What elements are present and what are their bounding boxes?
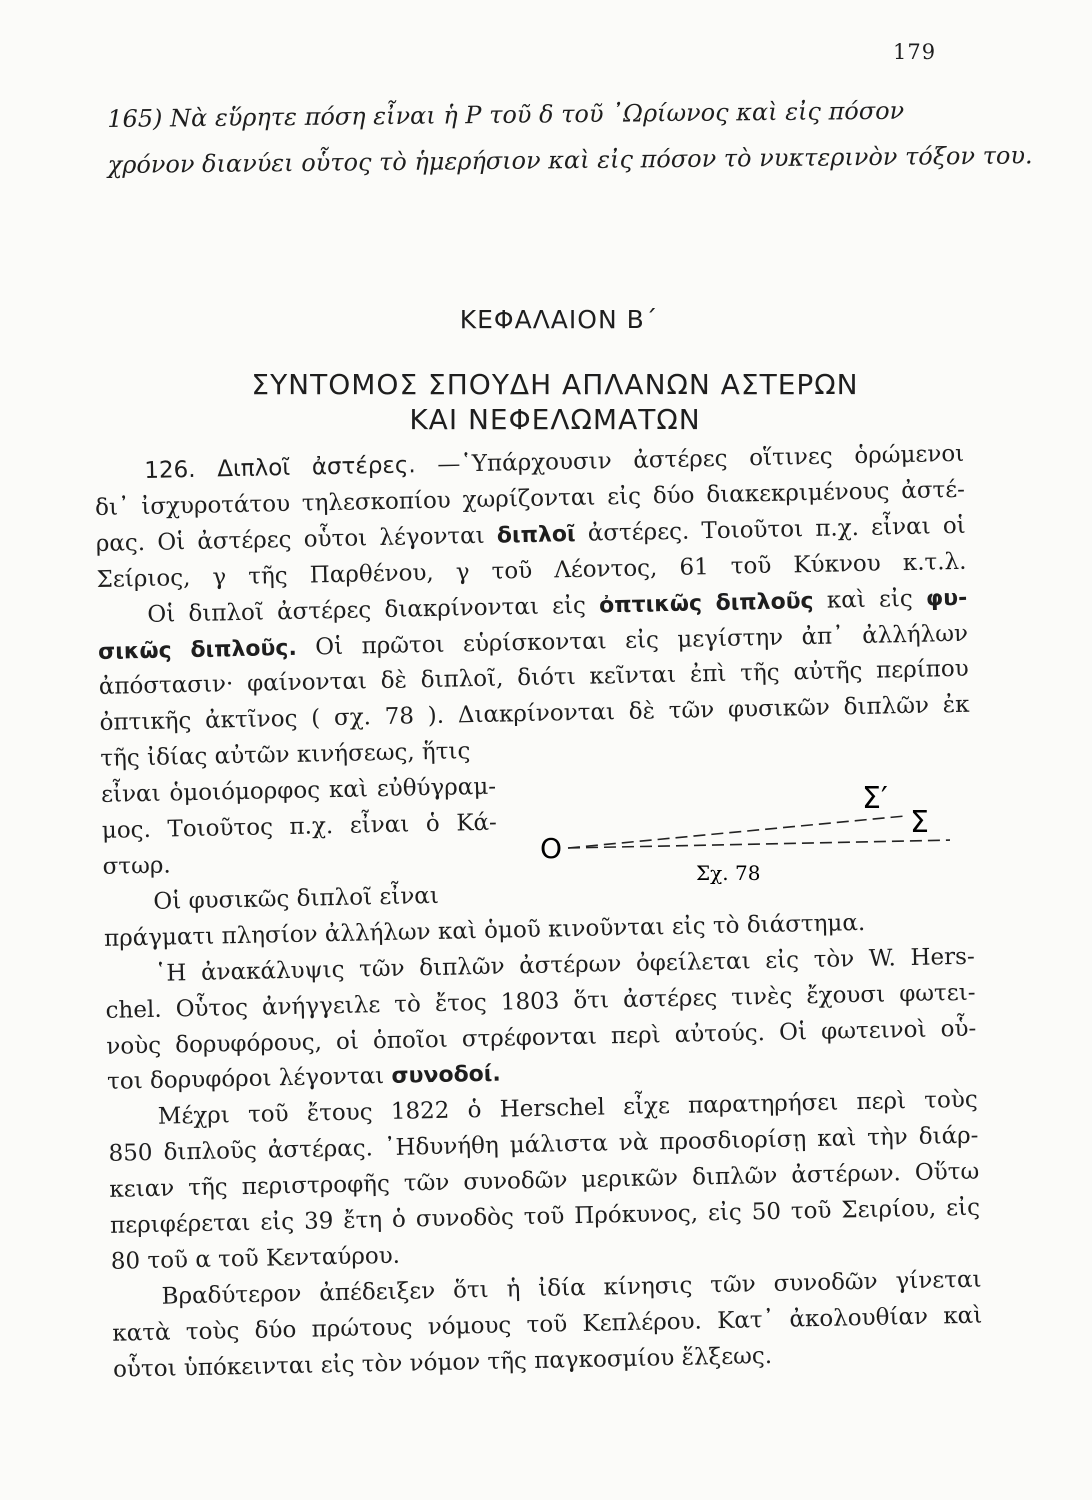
paragraph-line: ἀπόστασιν· φαίνονται δὲ διπλοῖ, διότι κεῖνται ἐπὶ τῆς αὐτῆς περίπου <box>98 656 969 701</box>
paragraph-line: οὗτοι ὑπόκεινται εἰς τὸν νόμον τῆς παγκοσμίου ἕλξεως. <box>112 1342 773 1383</box>
chapter-subtitle: ΚΑΙ ΝΕΦΕΛΩΜΑΤΩΝ <box>409 403 701 436</box>
paragraph-line: μος. Τοιοῦτος π.χ. εἶναι ὁ Κά- <box>101 809 498 844</box>
paragraph-line: ῾Η ἀνακάλυψις τῶν διπλῶν ἀστέρων ὀφείλεται εἰς τὸν W. Hers- <box>154 943 975 987</box>
bold-term: ὀπτικῶς διπλοῦς <box>598 588 814 619</box>
paragraph-line: εἶναι ὁμοιόμορφος καὶ εὐθύγραμ- <box>100 773 497 809</box>
paragraph-line: κειαν τῆς περιστροφῆς τῶν συνοδῶν μερικῶν διπλῶν ἀστέρων. Οὕτω <box>109 1158 980 1203</box>
paragraph-line: σικῶς διπλοῦς. Οἱ πρῶτοι εὑρίσκονται εἰς μεγίστην ἀπ᾿ ἀλλήλων <box>97 620 969 665</box>
paragraph-line: 126. Διπλοῖ ἀστέρες. —῾Υπάρχουσιν ἀστέρες οἵτινες ὁρώμενοι <box>144 440 965 484</box>
chapter-label: ΚΕΦΑΛΑΙΟΝ Β΄ <box>459 305 659 334</box>
paragraph-line: δι᾿ ἰσχυροτάτου τηλεσκοπίου χωρίζονται εἰς δύο διακεκριμένους ἀστέ- <box>94 476 966 521</box>
exercise-line: χρόνον διανύει οὗτος τὸ ἡμερήσιον καὶ εἰς πόσον τὸ νυκτερινὸν τόξον του. <box>107 141 1033 179</box>
chapter-title: ΣΥΝΤΟΜΟΣ ΣΠΟΥΔΗ ΑΠΛΑΝΩΝ ΑΣΤΕΡΩΝ <box>251 368 859 401</box>
bold-term: συνοδοί. <box>391 1062 501 1090</box>
paragraph-line: Οἱ διπλοῖ ἀστέρες διακρίνονται εἰς ὀπτικῶς διπλοῦς καὶ εἰς φυ- <box>147 585 968 628</box>
bold-term: διπλοῖ <box>496 521 576 549</box>
paragraph-line: στωρ. <box>102 852 171 880</box>
paragraph-line: περιφέρεται εἰς 39 ἔτη ὁ συνοδὸς τοῦ Πρόκυνος, εἰς 50 τοῦ Σειρίου, εἰς <box>109 1194 981 1239</box>
exercise-line: 165) Νὰ εὕρητε πόση εἶναι ἡ P τοῦ δ τοῦ ᾿Ωρίωνος καὶ εἰς πόσον <box>107 96 905 133</box>
paragraph-line: ρας. Οἱ ἀστέρες οὗτοι λέγονται διπλοῖ ἀστέρες. Τοιοῦτοι π.χ. εἶναι οἱ <box>95 512 966 557</box>
paragraph-line: 80 τοῦ α τοῦ Κενταύρου. <box>110 1242 401 1275</box>
bold-term: φυ- <box>925 585 968 612</box>
paragraph-line: Σείριος, γ τῆς Παρθένου, γ τοῦ Λέοντος, 61 τοῦ Κύκνου κ.τ.λ. <box>96 548 967 593</box>
sight-line-star <box>568 840 950 848</box>
paragraph-line: chel. Οὗτος ἀνήγγειλε τὸ ἔτος 1803 ὅτι ἀστέρες τινὲς ἔχουσι φωτει- <box>105 979 976 1024</box>
page-number: 179 <box>893 40 937 64</box>
sight-line-apparent <box>568 816 905 848</box>
section-heading: 126. Διπλοῖ ἀστέρες. <box>144 452 416 484</box>
double-star-diagram <box>510 752 950 892</box>
bold-term: σικῶς διπλοῦς. <box>97 635 298 665</box>
figure-78 <box>510 752 950 892</box>
paragraph-line: τοι δορυφόροι λέγονται συνοδοί. <box>106 1062 501 1096</box>
paragraph-line: πράγματι πλησίον ἀλλήλων καὶ ὁμοῦ κινοῦνται εἰς τὸ διάστημα. <box>103 909 866 952</box>
apparent-star-label: Σ′ <box>862 781 888 816</box>
paragraph-line: νοὺς δορυφόρους, οἱ ὁποῖοι στρέφονται περὶ αὐτούς. Οἱ φωτεινοὶ οὗ- <box>106 1015 977 1060</box>
paragraph-line: κατὰ τοὺς δύο πρώτους νόμους τοῦ Κεπλέρου. Κατ᾿ ἀκολουθίαν καὶ <box>112 1302 983 1347</box>
paragraph-line: Οἱ φυσικῶς διπλοῖ εἶναι <box>153 882 440 915</box>
paragraph-line: Βραδύτερον ἀπέδειξεν ὅτι ἡ ἰδία κίνησις τῶν συνοδῶν γίνεται <box>161 1266 982 1310</box>
observer-label: Ο <box>540 832 563 865</box>
star-label: Σ <box>910 805 929 840</box>
paragraph-line: 850 διπλοῦς ἀστέρας. ᾿Ηδυνήθη μάλιστα νὰ προσδιορίσῃ καὶ τὴν διάρ- <box>108 1122 979 1168</box>
paragraph-line: Μέχρι τοῦ ἔτους 1822 ὁ Herschel εἶχε παρατηρήσει περὶ τοὺς <box>157 1086 978 1131</box>
exercise-165 <box>107 87 1033 188</box>
paragraph-line: τῆς ἰδίας αὐτῶν κινήσεως, ἥτις <box>100 738 471 773</box>
section-126-body <box>94 437 983 1389</box>
paragraph-line: ὀπτικῆς ἀκτῖνος ( σχ. 78 ). Διακρίνονται δὲ τῶν φυσικῶν διπλῶν ἐκ <box>99 692 970 737</box>
figure-caption: Σχ. 78 <box>696 861 761 885</box>
